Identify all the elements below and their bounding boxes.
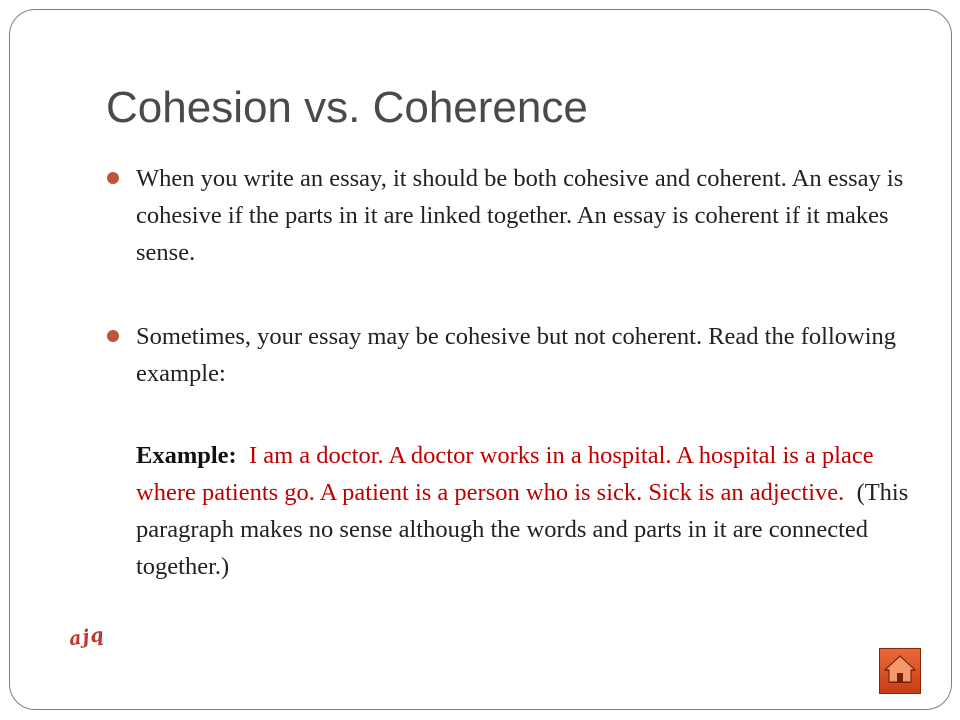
bullet-item: [136, 318, 916, 392]
example-label: Example:: [136, 442, 237, 469]
slide-body: [136, 160, 916, 585]
home-icon: [880, 649, 920, 693]
bullet-icon: [107, 330, 119, 342]
example-paragraph: [136, 437, 916, 585]
example-sample-text: I am a doctor. A doctor works in a hospital. A hospital is a place where patients go. A patient is a person who is sick. Sick is an adjective.: [136, 442, 874, 506]
example-note: (This paragraph makes no sense although the words and parts in it are connected together.): [136, 479, 909, 580]
author-signature: ajq: [67, 623, 106, 651]
bullet-item: [136, 160, 916, 271]
slide-title: Cohesion vs. Coherence: [106, 83, 588, 132]
bullet-text: Sometimes, your essay may be cohesive but not coherent. Read the following example:: [136, 323, 897, 387]
home-button[interactable]: [879, 648, 921, 694]
bullet-text: When you write an essay, it should be both cohesive and coherent. An essay is cohesive if the parts in it are linked together. An essay is coherent if it makes sense.: [136, 165, 904, 266]
bullet-icon: [107, 172, 119, 184]
